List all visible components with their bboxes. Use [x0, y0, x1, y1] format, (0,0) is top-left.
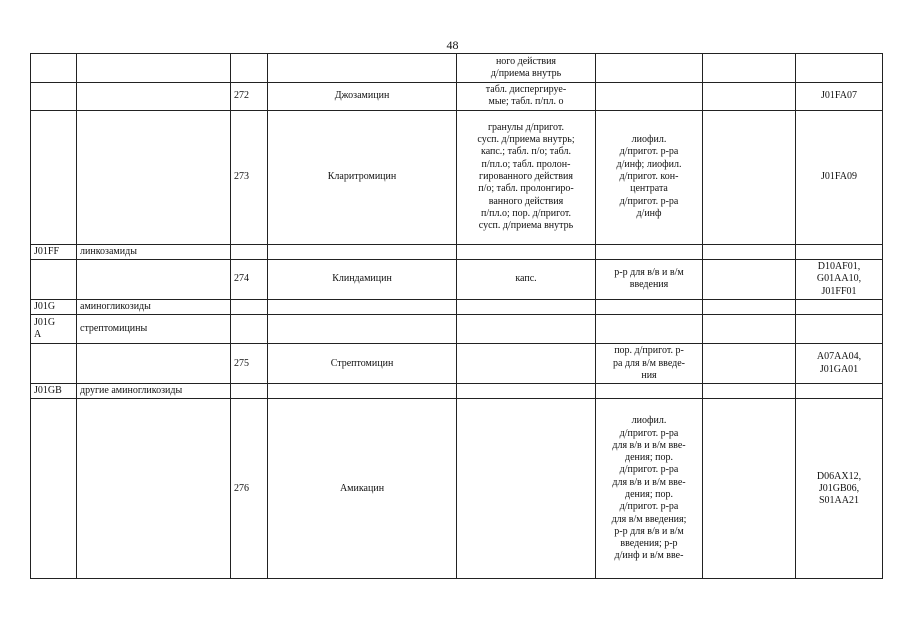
injection-forms-cell	[596, 54, 703, 83]
group-name-cell	[77, 83, 231, 111]
atc-code-cell	[31, 259, 77, 299]
atc-reference-cell	[796, 299, 883, 314]
row-number-cell	[231, 54, 268, 83]
atc-code-cell	[31, 344, 77, 384]
table-row	[31, 259, 883, 299]
oral-forms-cell: гранулы д/пригот. сусп. д/приема внутрь; капс.; табл. п/о; табл. п/пл.о; табл. пролон- гированного действия п/о; табл. пролонгиро- ванного действия п/пл.о; пор. д/пригот. сусп. д/приема внутрь	[457, 110, 596, 244]
extra-forms-cell	[703, 244, 796, 259]
atc-reference-cell	[796, 244, 883, 259]
atc-code-cell: J01FF	[31, 244, 77, 259]
injection-forms-cell: р-р для в/в и в/м введения	[596, 259, 703, 299]
drug-name-cell	[268, 299, 457, 314]
atc-reference-cell: J01FA09	[796, 110, 883, 244]
injection-forms-cell	[596, 315, 703, 344]
drug-name-cell	[268, 244, 457, 259]
drug-name-cell	[268, 315, 457, 344]
oral-forms-cell	[457, 399, 596, 579]
drug-name-cell	[268, 384, 457, 399]
table-row	[31, 315, 883, 344]
injection-forms-cell	[596, 299, 703, 314]
atc-reference-cell	[796, 54, 883, 83]
oral-forms-cell	[457, 299, 596, 314]
injection-forms-cell	[596, 83, 703, 111]
atc-code-cell	[31, 399, 77, 579]
extra-forms-cell	[703, 110, 796, 244]
drug-name-cell: Амикацин	[268, 399, 457, 579]
extra-forms-cell	[703, 299, 796, 314]
table-row	[31, 54, 883, 83]
table-row	[31, 344, 883, 384]
group-name-cell	[77, 110, 231, 244]
table-row	[31, 299, 883, 314]
row-number-cell: 272	[231, 83, 268, 111]
oral-forms-cell: капс.	[457, 259, 596, 299]
atc-reference-cell	[796, 384, 883, 399]
extra-forms-cell	[703, 344, 796, 384]
row-number-cell	[231, 244, 268, 259]
atc-reference-cell: A07AA04, J01GA01	[796, 344, 883, 384]
oral-forms-cell	[457, 384, 596, 399]
extra-forms-cell	[703, 315, 796, 344]
extra-forms-cell	[703, 83, 796, 111]
group-name-cell: стрептомицины	[77, 315, 231, 344]
row-number-cell: 273	[231, 110, 268, 244]
atc-code-cell: J01G A	[31, 315, 77, 344]
injection-forms-cell: лиофил. д/пригот. р-ра для в/в и в/м вве- дения; пор. д/пригот. р-ра для в/в и в/м вве- дения; пор. д/пригот. р-ра для в/м введения; р-р для в/в и в/м введения; р-р д/инф и в/м вве-	[596, 399, 703, 579]
row-number-cell	[231, 299, 268, 314]
drug-name-cell: Стрептомицин	[268, 344, 457, 384]
extra-forms-cell	[703, 259, 796, 299]
group-name-cell	[77, 399, 231, 579]
atc-code-cell	[31, 54, 77, 83]
oral-forms-cell	[457, 244, 596, 259]
oral-forms-cell: ного действия д/приема внутрь	[457, 54, 596, 83]
page-number: 48	[446, 38, 459, 52]
table-row	[31, 384, 883, 399]
row-number-cell: 275	[231, 344, 268, 384]
group-name-cell	[77, 344, 231, 384]
oral-forms-cell	[457, 315, 596, 344]
atc-code-cell	[31, 110, 77, 244]
table-row	[31, 83, 883, 111]
injection-forms-cell: лиофил. д/пригот. р-ра д/инф; лиофил. д/пригот. кон- центрата д/пригот. р-ра д/инф	[596, 110, 703, 244]
atc-code-cell: J01G	[31, 299, 77, 314]
extra-forms-cell	[703, 54, 796, 83]
group-name-cell: другие аминогликозиды	[77, 384, 231, 399]
row-number-cell: 276	[231, 399, 268, 579]
atc-reference-cell: D06AX12, J01GB06, S01AA21	[796, 399, 883, 579]
table-body	[31, 54, 883, 579]
group-name-cell	[77, 54, 231, 83]
oral-forms-cell: табл. диспергируе- мые; табл. п/пл. о	[457, 83, 596, 111]
drug-list-table	[30, 53, 883, 579]
drug-name-cell: Кларитромицин	[268, 110, 457, 244]
table-row	[31, 244, 883, 259]
group-name-cell	[77, 259, 231, 299]
row-number-cell: 274	[231, 259, 268, 299]
extra-forms-cell	[703, 399, 796, 579]
table-row	[31, 110, 883, 244]
row-number-cell	[231, 315, 268, 344]
injection-forms-cell	[596, 244, 703, 259]
drug-name-cell: Джозамицин	[268, 83, 457, 111]
atc-reference-cell	[796, 315, 883, 344]
injection-forms-cell: пор. д/пригот. р- ра для в/м введе- ния	[596, 344, 703, 384]
atc-code-cell: J01GB	[31, 384, 77, 399]
drug-name-cell: Клиндамицин	[268, 259, 457, 299]
table-row	[31, 399, 883, 579]
row-number-cell	[231, 384, 268, 399]
group-name-cell: аминогликозиды	[77, 299, 231, 314]
atc-code-cell	[31, 83, 77, 111]
extra-forms-cell	[703, 384, 796, 399]
group-name-cell: линкозамиды	[77, 244, 231, 259]
atc-reference-cell: D10AF01, G01AA10, J01FF01	[796, 259, 883, 299]
oral-forms-cell	[457, 344, 596, 384]
injection-forms-cell	[596, 384, 703, 399]
drug-name-cell	[268, 54, 457, 83]
atc-reference-cell: J01FA07	[796, 83, 883, 111]
